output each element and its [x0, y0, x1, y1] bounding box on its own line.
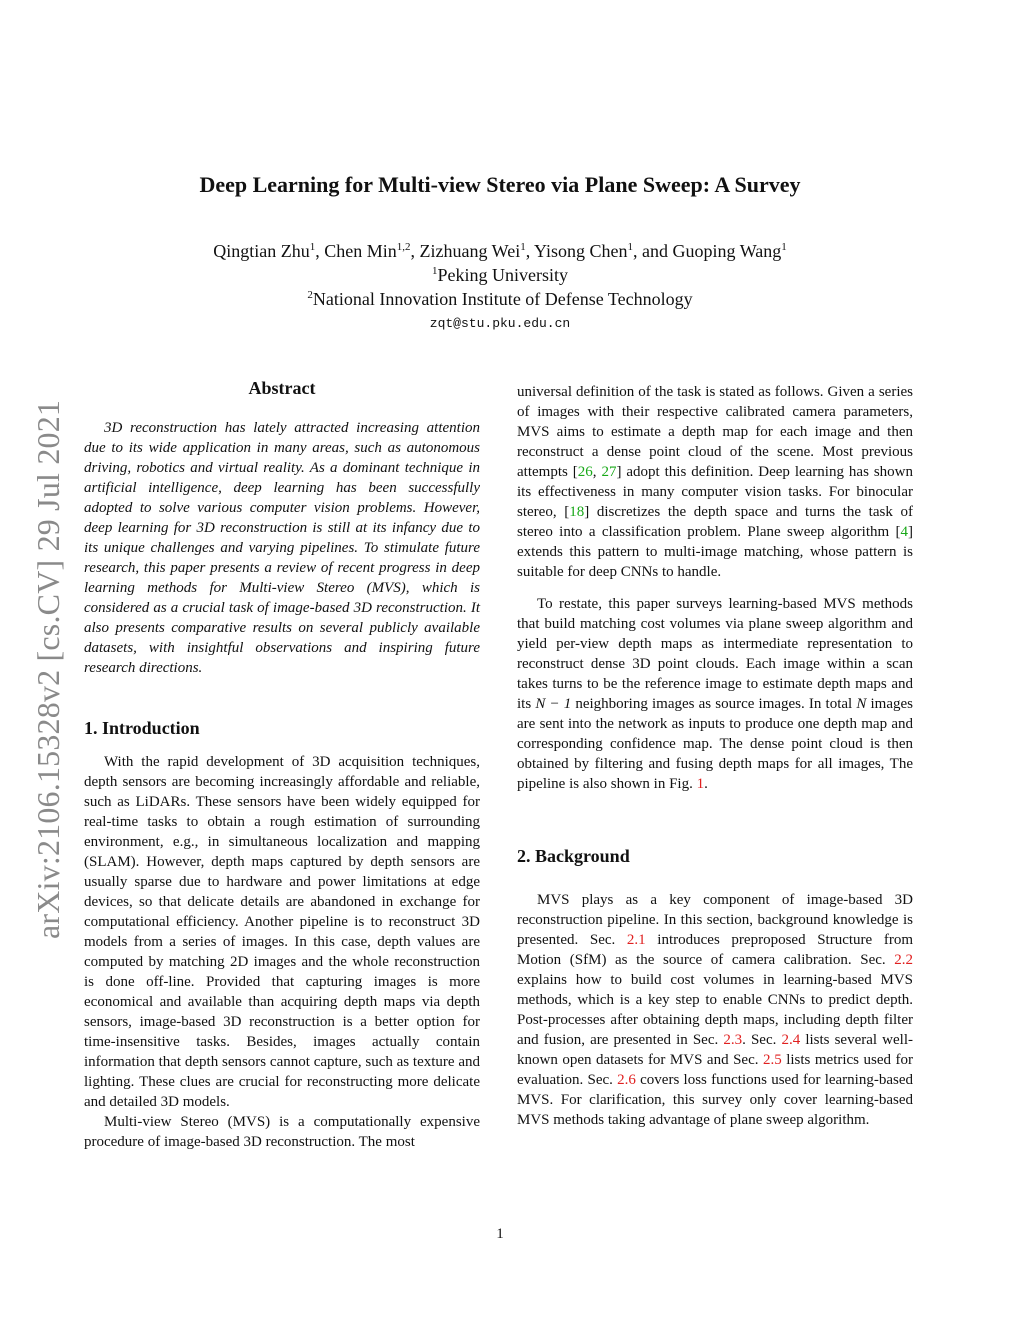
math-expression: N − 1 — [535, 696, 572, 712]
section-reference-link[interactable]: 2.6 — [617, 1072, 636, 1088]
definition-paragraph: universal definition of the task is stated as follows. Given a series of images with their respective calibrated camera parameters, MVS aims to estimate a depth map for each image and then reconstruct a dense point cloud of the scene. Most previous attempts [26, 27] adopt this definition. Deep learning has shown its effectiveness in many computer vision tasks. For binocular stereo, [18] discretizes the depth space and turns the task of stereo into a classification problem. Plane sweep algorithm [4] extends this pattern to multi-image matching, whose pattern is suitable for deep CNNs to handle. — [517, 384, 914, 580]
section-reference-link[interactable]: 2.1 — [626, 932, 646, 948]
section-reference-link[interactable]: 2.2 — [894, 952, 913, 968]
author-name: , Chen Min — [315, 241, 397, 261]
author-name: Qingtian Zhu — [213, 241, 310, 261]
section-reference-link[interactable]: 2.3 — [723, 1032, 743, 1048]
citation-link[interactable]: 27 — [601, 464, 617, 480]
left-column — [84, 378, 480, 1152]
section-heading-background: 2. Background — [517, 846, 630, 866]
citation-link[interactable]: 4 — [900, 524, 908, 540]
author-block — [0, 239, 1000, 311]
abstract-heading: Abstract — [248, 378, 316, 398]
restate-paragraph: To restate, this paper surveys learning-based MVS methods that build matching cost volumes via plane sweep algorithm and yield per-view depth maps as intermediate representation to reconstruct dense 3D point clouds. Each image within a scan takes turns to be the reference image to estimate depth maps and its N − 1 neighboring images as source images. In total N images are sent into the network as inputs to produce one depth map and corresponding confidence map. The dense point cloud is then obtained by filtering and fusing depth maps for all images, The pipeline is also shown in Fig. 1. — [517, 596, 913, 792]
affiliation-1: $^1$Peking University — [432, 265, 568, 285]
author-affil: 1 — [520, 241, 526, 253]
right-column — [517, 382, 913, 1130]
author-affil: 1,2 — [396, 241, 411, 253]
author-name: , Zizhuang Wei — [410, 241, 521, 261]
author-email: zqt@stu.pku.edu.cn — [429, 316, 571, 331]
section-heading-introduction: 1. Introduction — [84, 718, 200, 738]
author-name: , and Guoping Wang — [633, 241, 782, 261]
intro-paragraph-1: With the rapid development of 3D acquisition techniques, depth sensors are becoming increasingly affordable and reliable, such as LiDARs. These sensors have been widely equipped for real-time tasks to obtain a rough estimation of surrounding environment, e.g., in simultaneous localization and mapping (SLAM). However, depth maps captured by depth sensors are usually sparse due to hardware and power limitations at edge devices, so that delicate details are abandoned in exchange for computational efficiency. Another pipeline is to reconstruct 3D models from a series of images. In this case, depth values are computed by matching 2D images and the whole reconstruction is done off-line. Provided that capturing images is more economical and available than acquiring depth maps via depth sensors, image-based 3D reconstruction is a better option for time-insensitive tasks. Besides, images actually contain information that depth sensors cannot capture, such as texture and lighting. These clues are crucial for reconstructing more delicate and detailed 3D models. — [84, 754, 480, 1110]
paper-title: Deep Learning for Multi-view Stereo via Plane Sweep: A Survey — [199, 172, 801, 197]
author-affil: 1 — [781, 241, 787, 253]
citation-link[interactable]: 18 — [569, 504, 585, 520]
author-list — [0, 239, 1000, 263]
abstract-text: 3D reconstruction has lately attracted increasing attention due to its wide application in many areas, such as autonomous driving, robotics and virtual reality. As a dominant technique in artificial intelligence, deep learning has been successfully adopted to solve various computer vision problems. However, deep learning for 3D reconstruction is still at its infancy due to its unique challenges and varying pipelines. To stimulate future research, this paper presents a review of recent progress in deep learning methods for Multi-view Stereo (MVS), which is considered as a crucial task of image-based 3D reconstruction. It also presents comparative results on several publicly available datasets, with insightful observations and inspiring future research directions. — [84, 420, 480, 676]
author-affil: 1 — [627, 241, 634, 253]
background-paragraph: MVS plays as a key component of image-based 3D reconstruction pipeline. In this section, background knowledge is presented. Sec. 2.1 introduces preproposed Structure from Motion (SfM) as the source of camera calibration. Sec. 2.2 explains how to build cost volumes in learning-based MVS methods, which is a key step to enable CNNs to predict depth. Post-processes after obtaining depth maps, including depth filter and fusion, are presented in Sec. 2.3. Sec. 2.4 lists several well-known open datasets for MVS and Sec. 2.5 lists metrics used for evaluation. Sec. 2.6 covers loss functions used for learning-based MVS. For clarification, this survey only cover learning-based MVS methods taking advantage of plane sweep algorithm. — [517, 892, 913, 1128]
intro-paragraph-2: Multi-view Stereo (MVS) is a computationally expensive procedure of image-based 3D reconstruction. The most — [84, 1114, 480, 1150]
author-name: , Yisong Chen — [525, 241, 628, 261]
page-number: 1 — [496, 1226, 504, 1242]
section-reference-link[interactable]: 2.5 — [762, 1052, 782, 1068]
arxiv-id-text: arXiv:2106.15328v2 [cs.CV] 29 Jul 2021 — [30, 399, 66, 939]
math-expression: N — [856, 696, 867, 712]
figure-reference-link[interactable]: 1 — [696, 776, 705, 792]
arxiv-watermark — [30, 369, 66, 939]
affiliation-2: $^2$National Innovation Institute of Defense Technology — [307, 289, 693, 309]
citation-link[interactable]: 26 — [577, 464, 593, 480]
section-reference-link[interactable]: 2.4 — [781, 1032, 801, 1048]
author-affil: 1 — [309, 241, 316, 253]
abstract-section — [84, 378, 480, 678]
